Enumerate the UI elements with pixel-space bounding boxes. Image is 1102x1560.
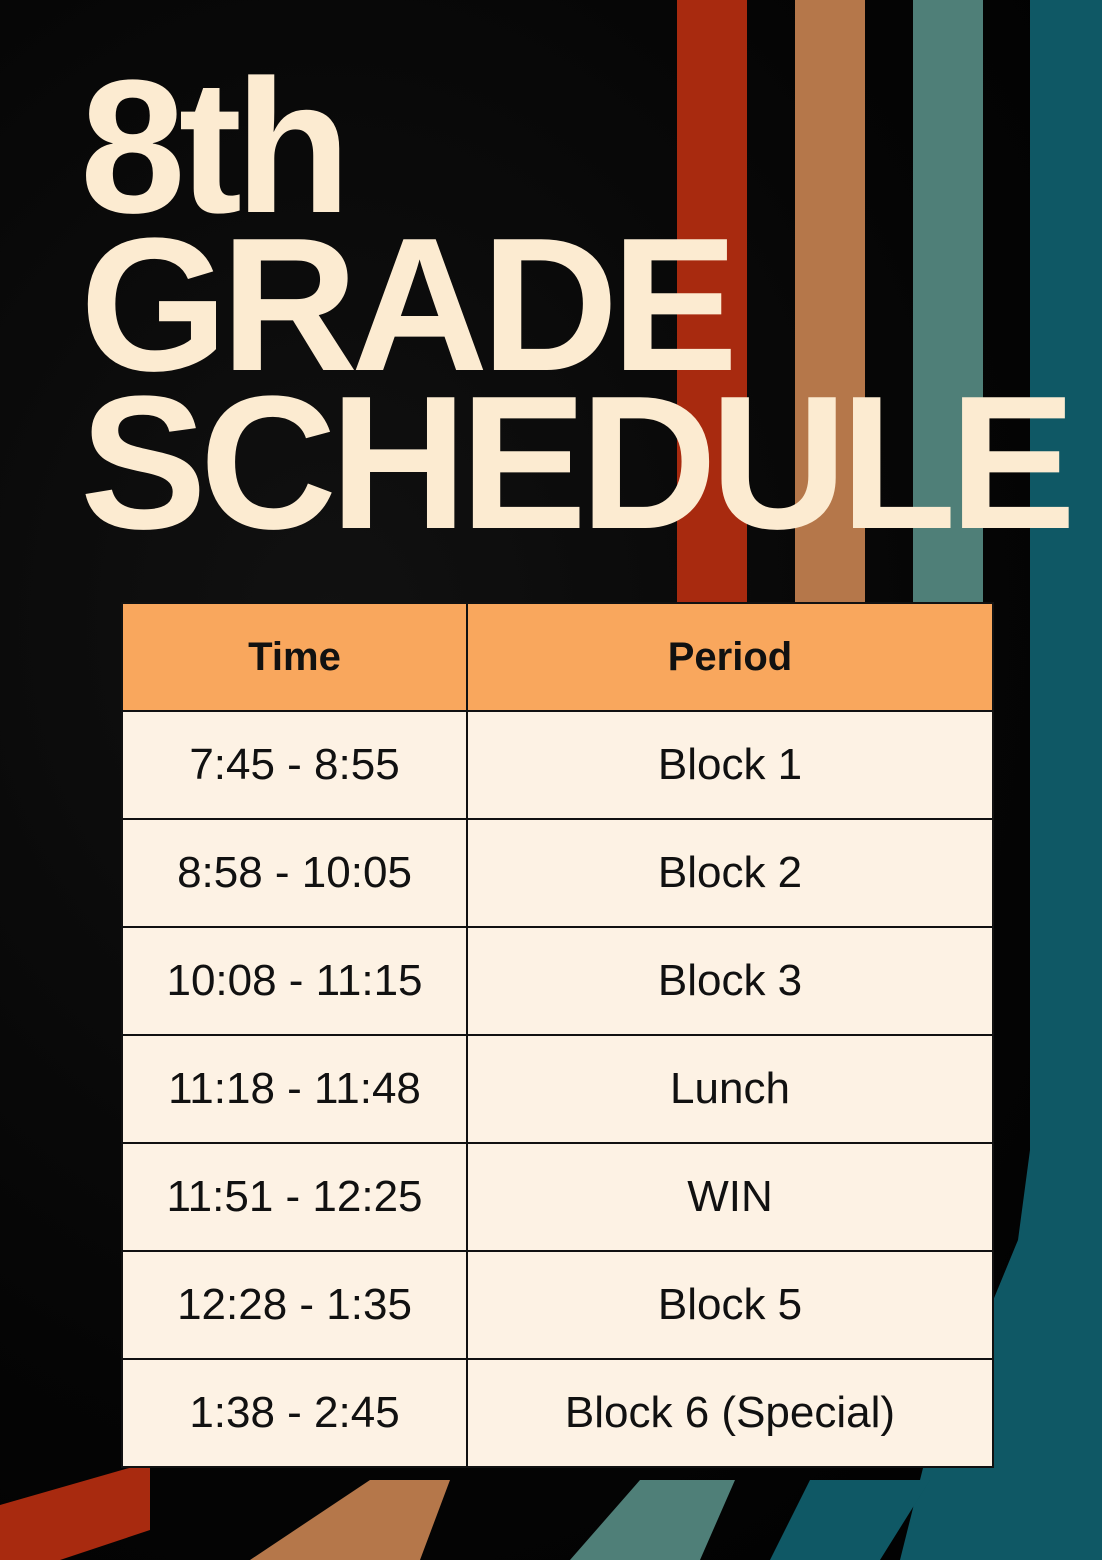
header-time: Time bbox=[122, 603, 467, 711]
cell-period: Block 2 bbox=[467, 819, 993, 927]
cell-period: Lunch bbox=[467, 1035, 993, 1143]
cell-period: Block 5 bbox=[467, 1251, 993, 1359]
poster-title bbox=[80, 41, 1070, 569]
cell-period: Block 6 (Special) bbox=[467, 1359, 993, 1467]
cell-time: 7:45 - 8:55 bbox=[122, 711, 467, 819]
table-row bbox=[122, 819, 993, 927]
stripe-red-lower bbox=[0, 1462, 150, 1560]
table-row bbox=[122, 1035, 993, 1143]
table-row bbox=[122, 1251, 993, 1359]
stripe-tan-lower bbox=[250, 1480, 450, 1560]
title-line-grade: GRADE bbox=[80, 199, 732, 411]
table-row bbox=[122, 1143, 993, 1251]
header-period: Period bbox=[467, 603, 993, 711]
cell-time: 1:38 - 2:45 bbox=[122, 1359, 467, 1467]
table-row bbox=[122, 711, 993, 819]
cell-time: 10:08 - 11:15 bbox=[122, 927, 467, 1035]
title-line-grade-number: 8th bbox=[80, 41, 344, 253]
title-line-schedule: SCHEDULE bbox=[80, 357, 1070, 569]
cell-period: Block 3 bbox=[467, 927, 993, 1035]
cell-time: 12:28 - 1:35 bbox=[122, 1251, 467, 1359]
schedule-table bbox=[121, 602, 994, 1468]
stripe-sage-lower bbox=[570, 1480, 735, 1560]
table-row bbox=[122, 927, 993, 1035]
table-header-row bbox=[122, 603, 993, 711]
cell-time: 8:58 - 10:05 bbox=[122, 819, 467, 927]
table-row bbox=[122, 1359, 993, 1467]
cell-period: WIN bbox=[467, 1143, 993, 1251]
cell-time: 11:18 - 11:48 bbox=[122, 1035, 467, 1143]
cell-period: Block 1 bbox=[467, 711, 993, 819]
cell-time: 11:51 - 12:25 bbox=[122, 1143, 467, 1251]
